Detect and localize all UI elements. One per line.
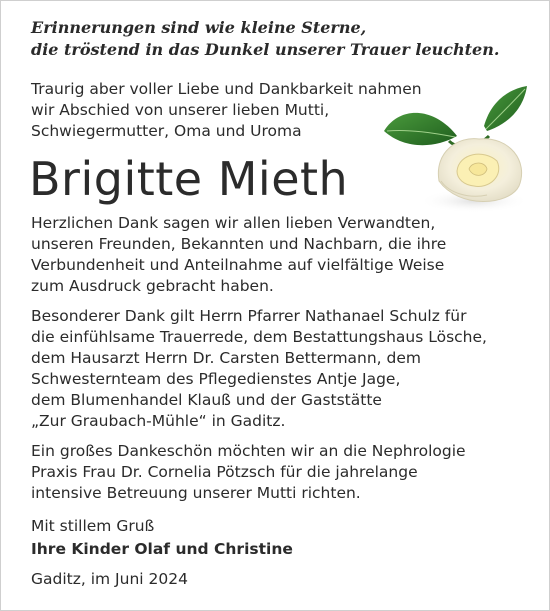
deceased-name: Brigitte Mieth	[29, 152, 349, 206]
quote-line: die tröstend in das Dunkel unserer Trauer leuchten.	[31, 40, 500, 59]
extra-thanks-paragraph	[31, 441, 531, 504]
extra-thanks-line: Ein großes Dankeschön möchten wir an die Nephrologie	[31, 442, 466, 460]
special-thanks-line: „Zur Graubach-Mühle“ in Gaditz.	[31, 412, 286, 430]
intro-line: Schwiegermutter, Oma und Uroma	[31, 122, 302, 140]
extra-thanks-line: Praxis Frau Dr. Cornelia Pötzsch für die jahrelange	[31, 463, 418, 481]
special-thanks-line: dem Hausarzt Herrn Dr. Carsten Bettermann, dem	[31, 349, 422, 367]
intro-line: wir Abschied von unserer lieben Mutti,	[31, 101, 330, 119]
place-date: Gaditz, im Juni 2024	[31, 570, 188, 588]
special-thanks-line: dem Blumenhandel Klauß und der Gaststätte	[31, 391, 382, 409]
extra-thanks-line: intensive Betreuung unserer Mutti richten.	[31, 484, 361, 502]
closing-greeting: Mit stillem Gruß	[31, 517, 155, 535]
intro-line: Traurig aber voller Liebe und Dankbarkeit nahmen	[31, 80, 422, 98]
thanks-line: Herzlichen Dank sagen wir allen lieben Verwandten,	[31, 214, 436, 232]
intro-text	[31, 79, 422, 142]
closing-block	[31, 515, 431, 561]
special-thanks-paragraph	[31, 306, 531, 432]
special-thanks-line: die einfühlsame Trauerrede, dem Bestattungshaus Lösche,	[31, 328, 487, 346]
thanks-line: zum Ausdruck gebracht haben.	[31, 277, 274, 295]
thanks-paragraph	[31, 213, 531, 297]
special-thanks-line: Besonderer Dank gilt Herrn Pfarrer Nathanael Schulz für	[31, 307, 467, 325]
memorial-quote	[31, 17, 531, 61]
thanks-line: unseren Freunden, Bekannten und Nachbarn, die ihre	[31, 235, 447, 253]
white-rose-icon	[379, 81, 529, 216]
thanks-line: Verbundenheit und Anteilnahme auf vielfältige Weise	[31, 256, 445, 274]
special-thanks-line: Schwesternteam des Pflegedienstes Antje Jage,	[31, 370, 401, 388]
signature: Ihre Kinder Olaf und Christine	[31, 540, 293, 558]
quote-line: Erinnerungen sind wie kleine Sterne,	[31, 18, 367, 37]
